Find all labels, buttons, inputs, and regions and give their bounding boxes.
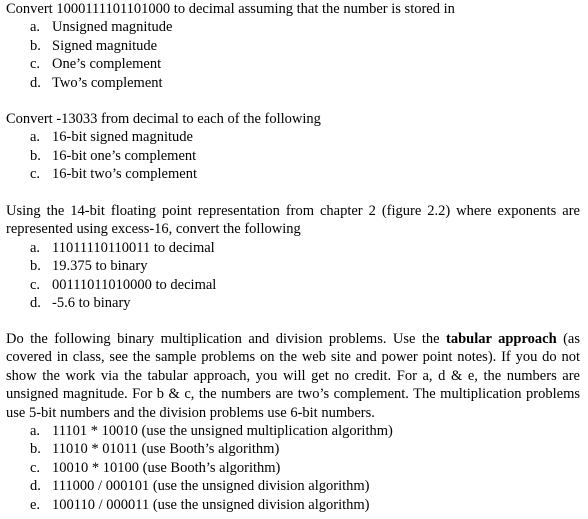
list-item: [6, 74, 580, 92]
item-text: 16-bit two’s complement: [52, 166, 197, 183]
item-marker: a.: [30, 129, 41, 146]
item-text: One’s complement: [52, 56, 162, 73]
item-text: 100110 / 000011 (use the unsigned division algorithm): [52, 496, 370, 513]
question-3: [6, 202, 580, 312]
list-item: [6, 55, 580, 73]
item-marker: c.: [30, 166, 41, 183]
list-item: [6, 477, 580, 495]
item-marker: d.: [30, 295, 41, 312]
item-marker: a.: [30, 423, 41, 440]
question-1-items: [6, 18, 580, 92]
list-item: [6, 276, 580, 294]
item-marker: c.: [30, 276, 41, 293]
prompt-text: Do the following binary multiplication and division problems. Use the: [6, 331, 447, 347]
list-item: [6, 257, 580, 275]
question-2-prompt: Convert -13033 from decimal to each of the following: [6, 111, 321, 127]
item-text: Unsigned magnitude: [52, 19, 173, 36]
question-4: [6, 330, 580, 514]
list-item: [6, 239, 580, 257]
item-marker: c.: [30, 56, 41, 73]
item-text: 11011110110011 to decimal: [52, 239, 215, 256]
question-1-prompt: Convert 1000111101101000 to decimal assuming that the number is stored in: [6, 1, 455, 17]
list-item: [6, 440, 580, 458]
question-2: [6, 110, 580, 184]
item-text: Signed magnitude: [52, 37, 158, 54]
list-item: [6, 37, 580, 55]
item-marker: d.: [30, 478, 41, 495]
list-item: [6, 147, 580, 165]
item-marker: a.: [30, 239, 41, 256]
question-3-prompt: Using the 14-bit floating point representation from chapter 2 (figure 2.2) where exponents are represented using excess-16, convert the following: [6, 203, 580, 238]
item-marker: b.: [30, 441, 41, 458]
item-text: 00111011010000 to decimal: [52, 276, 217, 293]
item-marker: b.: [30, 147, 41, 164]
item-text: 16-bit one’s complement: [52, 147, 197, 164]
item-marker: c.: [30, 459, 41, 476]
item-marker: b.: [30, 258, 41, 275]
question-1: [6, 0, 580, 92]
list-item: [6, 459, 580, 477]
list-item: [6, 422, 580, 440]
question-2-items: [6, 128, 580, 183]
item-text: 111000 / 000101 (use the unsigned division algorithm): [52, 478, 370, 495]
item-marker: e.: [30, 496, 41, 513]
question-4-prompt: [6, 330, 580, 422]
item-text: 19.375 to binary: [52, 258, 148, 275]
item-marker: a.: [30, 19, 41, 36]
question-3-items: [6, 239, 580, 313]
item-text: -5.6 to binary: [52, 295, 131, 312]
prompt-text: (as covered in class, see the sample problems on the web site and power point notes). If you do not show the work via the tabular approach, you will get no credit. For a, d & e, the numbers are unsigned magnitude. For b & c, the numbers are two’s complement. The multiplication problems use 5-bit numbers and the division problems use 6-bit numbers.: [6, 331, 580, 421]
list-item: [6, 128, 580, 146]
list-item: [6, 18, 580, 36]
item-text: Two’s complement: [52, 74, 163, 91]
item-marker: d.: [30, 74, 41, 91]
item-text: 10010 * 10100 (use Booth’s algorithm): [52, 459, 281, 476]
item-text: 11101 * 10010 (use the unsigned multiplication algorithm): [52, 423, 393, 440]
prompt-emphasis: tabular approach: [446, 331, 557, 347]
item-text: 11010 * 01011 (use Booth’s algorithm): [52, 441, 280, 458]
question-4-items: [6, 422, 580, 514]
list-item: [6, 165, 580, 183]
item-text: 16-bit signed magnitude: [52, 129, 193, 146]
list-item: [6, 496, 580, 514]
list-item: [6, 294, 580, 312]
item-marker: b.: [30, 37, 41, 54]
